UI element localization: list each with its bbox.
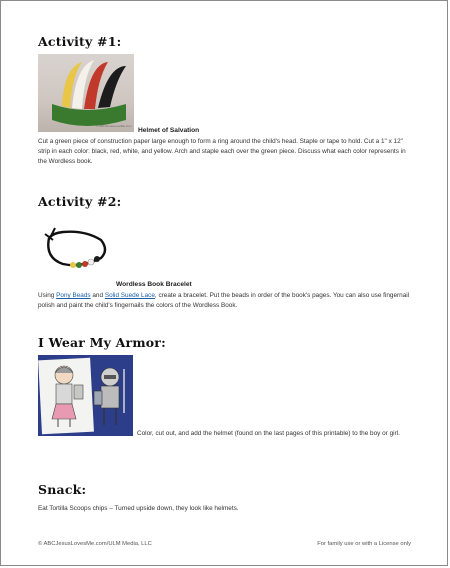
activity-2-text <box>38 291 413 311</box>
helmet-illustration <box>38 54 134 132</box>
armor-illustration <box>38 355 133 436</box>
footer-license: For family use or with a License only <box>317 541 411 547</box>
activity-2-caption: Wordless Book Bracelet <box>116 281 192 288</box>
snack-heading: Snack: <box>38 482 87 497</box>
snack-text: Eat Tortilla Scoops chips – Turned upside down, they look like helmets. <box>38 505 239 512</box>
armor-heading: I Wear My Armor: <box>38 335 166 350</box>
activity-2-heading: Activity #2: <box>38 194 122 209</box>
wordless-book-bracelet-image <box>41 224 111 272</box>
activity-1-caption: Helmet of Salvation <box>138 127 200 134</box>
armor-text: Color, cut out, and add the helmet (found on the last pages of this printable) to the boy or girl. <box>137 430 400 437</box>
footer-copyright: © ABCJesusLovesMe.com/ULM Media, LLC <box>38 541 152 547</box>
helmet-of-salvation-photo <box>38 54 134 132</box>
armor-coloring-photo <box>38 355 133 436</box>
activity-1-text: Cut a green piece of construction paper large enough to form a ring around the child's head. Staple or tape to hold. Cut a 1" x 12" strip in each color: black, red, white, and yellow. Arch and staple each over the green piece. Discuss what each color represents in the Wordless book. <box>38 138 406 165</box>
bracelet-illustration <box>41 224 111 272</box>
activity-2-text-part1: Using <box>38 292 57 299</box>
photo-credit: © ABCJesusLovesMe.com <box>96 124 132 128</box>
activity-2-text-part2: and <box>90 292 105 299</box>
pony-beads-link[interactable]: Pony Beads <box>56 292 91 299</box>
activity-2-text-part3: , create a bracelet. Put the beads in order of the book's pages. You can also use fingernail polish and paint the child's fingernails the colors of the Wordless Book. <box>38 292 410 309</box>
activity-1-heading: Activity #1: <box>38 34 122 49</box>
solid-suede-lace-link[interactable]: Solid Suede Lace <box>104 292 155 299</box>
armor-text-line1 <box>137 429 407 439</box>
